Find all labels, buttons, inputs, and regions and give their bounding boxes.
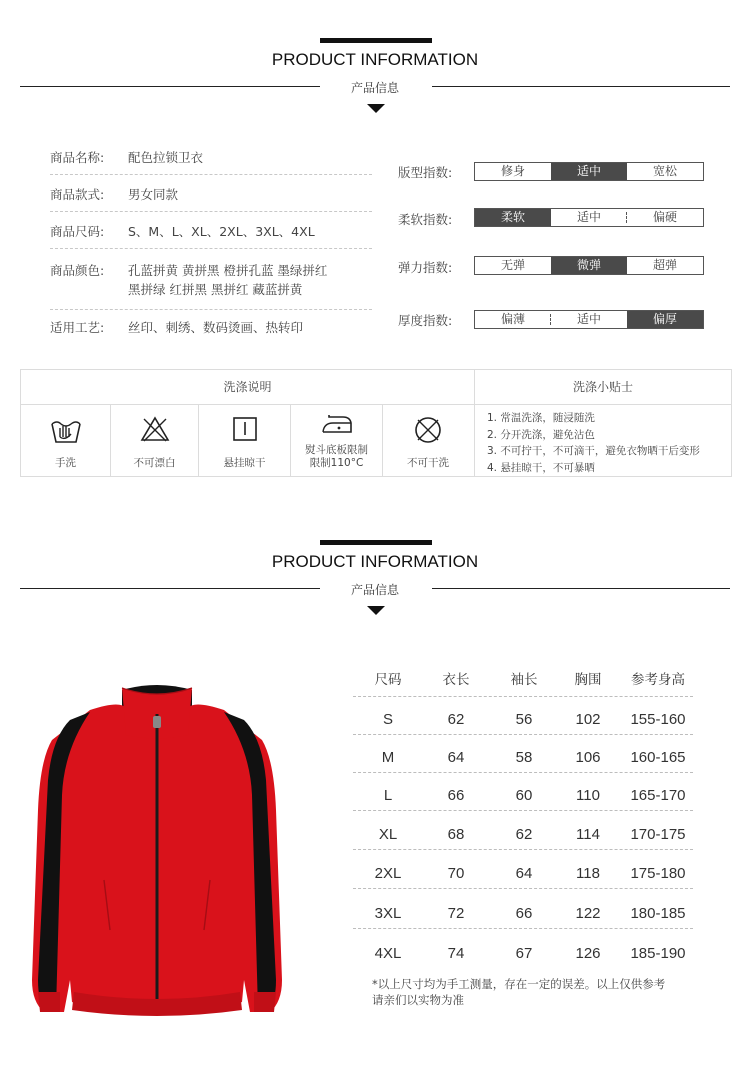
jacket-image bbox=[30, 680, 300, 1020]
height-cell: 180-185 bbox=[630, 905, 686, 922]
info-row-colors bbox=[50, 261, 372, 310]
info-label: 商品名称: bbox=[50, 150, 105, 165]
note-line-2: 请亲们以实物为准 bbox=[372, 993, 464, 1007]
height-cell: 165-170 bbox=[630, 787, 686, 804]
tip-item: 4. 悬挂晾干，不可暴晒 bbox=[487, 461, 595, 474]
size-row bbox=[353, 697, 693, 735]
section-title: PRODUCT INFORMATION bbox=[271, 50, 479, 69]
info-value: 丝印、刺绣、数码烫画、热转印 bbox=[128, 320, 304, 335]
washing-tips bbox=[487, 410, 700, 476]
info-label: 商品颜色: bbox=[50, 263, 105, 278]
index-option: 修身 bbox=[500, 164, 525, 178]
header-bar bbox=[320, 540, 432, 545]
wash-caption-line2: 限制110°C bbox=[309, 457, 364, 469]
height-cell: 175-180 bbox=[630, 865, 686, 882]
chest-cell: 126 bbox=[575, 945, 601, 962]
measurement-note bbox=[372, 976, 712, 1008]
chest-cell: 122 bbox=[575, 905, 601, 922]
section-header-1 bbox=[0, 38, 750, 128]
sleeve-cell: 67 bbox=[515, 945, 533, 962]
index-option-selected: 偏厚 bbox=[627, 311, 703, 328]
size-cell: 2XL bbox=[374, 865, 402, 882]
size-col-header: 尺码 bbox=[374, 672, 402, 688]
fit-index-bar bbox=[474, 162, 704, 181]
color-line-1: 孔蓝拼黄 黄拼黑 橙拼孔蓝 墨绿拼红 bbox=[128, 263, 328, 278]
sleeve-cell: 64 bbox=[515, 865, 533, 882]
index-option: 超弹 bbox=[652, 258, 677, 272]
washing-header: 洗涤说明 bbox=[21, 370, 475, 405]
section-title: PRODUCT INFORMATION bbox=[271, 552, 479, 571]
index-option-selected: 柔软 bbox=[475, 209, 551, 226]
length-col-header: 衣长 bbox=[442, 672, 470, 688]
length-cell: 64 bbox=[447, 749, 465, 766]
chest-cell: 114 bbox=[576, 826, 600, 843]
section-header-2 bbox=[0, 540, 750, 630]
index-option: 适中 bbox=[551, 209, 627, 226]
elasticity-index-label: 弹力指数: bbox=[398, 260, 453, 275]
section-subtitle: 产品信息 bbox=[350, 81, 399, 95]
length-cell: 62 bbox=[447, 711, 465, 728]
wash-symbol-dryclean bbox=[383, 405, 473, 476]
tip-item: 2. 分开洗涤，避免沾色 bbox=[487, 428, 595, 441]
length-cell: 70 bbox=[447, 865, 465, 882]
sleeve-cell: 60 bbox=[515, 787, 533, 804]
index-option: 偏薄 bbox=[475, 311, 551, 328]
chest-cell: 102 bbox=[575, 711, 601, 728]
tip-item: 1. 常温洗涤，随浸随洗 bbox=[487, 412, 595, 424]
washing-icons bbox=[21, 405, 475, 476]
chest-cell: 118 bbox=[576, 865, 600, 882]
section-subtitle: 产品信息 bbox=[350, 583, 399, 597]
wash-symbol-bleach bbox=[111, 405, 199, 476]
wash-symbol-hand bbox=[21, 405, 111, 476]
softness-index-label: 柔软指数: bbox=[398, 212, 453, 227]
sleeve-col-header: 袖长 bbox=[510, 672, 538, 688]
iron-icon bbox=[319, 413, 355, 435]
index-option-selected: 适中 bbox=[551, 163, 627, 180]
washing-table bbox=[20, 369, 732, 477]
color-line-2: 黑拼绿 红拼黑 黑拼红 藏蓝拼黄 bbox=[128, 282, 303, 297]
index-option: 宽松 bbox=[652, 164, 677, 178]
size-cell: 3XL bbox=[374, 905, 402, 922]
size-row bbox=[353, 735, 693, 773]
size-row bbox=[353, 891, 693, 929]
wash-symbol-iron bbox=[291, 405, 383, 476]
size-cell: XL bbox=[378, 826, 398, 843]
height-cell: 170-175 bbox=[630, 826, 686, 843]
down-triangle-icon bbox=[367, 104, 385, 113]
size-row bbox=[353, 931, 693, 969]
info-label: 商品款式: bbox=[50, 187, 105, 202]
sleeve-cell: 62 bbox=[515, 826, 533, 843]
no-dry-clean-icon bbox=[413, 415, 443, 445]
index-option-selected: 微弹 bbox=[551, 257, 627, 274]
wash-caption: 不可漂白 bbox=[133, 457, 176, 469]
length-cell: 66 bbox=[447, 787, 465, 804]
thickness-index-bar bbox=[474, 310, 704, 329]
height-cell: 155-160 bbox=[630, 711, 686, 728]
no-bleach-icon bbox=[140, 415, 170, 443]
header-bar bbox=[320, 38, 432, 43]
info-value: S、M、L、XL、2XL、3XL、4XL bbox=[128, 224, 315, 239]
softness-index-bar bbox=[474, 208, 704, 227]
info-value: 配色拉锁卫衣 bbox=[128, 150, 204, 165]
chest-cell: 106 bbox=[575, 749, 601, 766]
height-cell: 160-165 bbox=[630, 749, 686, 766]
index-option: 适中 bbox=[576, 312, 601, 326]
tip-item: 3. 不可拧干，不可滴干，避免衣物晒干后变形 bbox=[487, 445, 700, 457]
note-line-1: *以上尺寸均为手工测量，存在一定的误差。以上仅供参考 bbox=[372, 977, 666, 991]
info-value bbox=[128, 261, 372, 309]
down-triangle-icon bbox=[367, 606, 385, 615]
height-col-header: 参考身高 bbox=[631, 672, 685, 688]
info-value: 男女同款 bbox=[128, 187, 179, 202]
length-cell: 68 bbox=[447, 826, 465, 843]
hang-dry-icon bbox=[231, 415, 259, 443]
wash-caption: 不可干洗 bbox=[407, 457, 449, 469]
wash-symbol-hang bbox=[199, 405, 291, 476]
wash-caption: 悬挂晾干 bbox=[223, 457, 266, 469]
size-cell: 4XL bbox=[374, 945, 402, 962]
info-row-craft bbox=[50, 318, 372, 342]
sleeve-cell: 66 bbox=[515, 905, 533, 922]
size-row bbox=[353, 851, 693, 889]
length-cell: 74 bbox=[447, 945, 465, 962]
height-cell: 185-190 bbox=[630, 945, 686, 962]
size-cell: L bbox=[383, 787, 393, 804]
elasticity-index-bar bbox=[474, 256, 704, 275]
info-row-name bbox=[50, 148, 372, 175]
size-cell: M bbox=[381, 749, 395, 766]
length-cell: 72 bbox=[447, 905, 465, 922]
info-label: 适用工艺: bbox=[50, 320, 105, 335]
size-cell: S bbox=[382, 711, 393, 728]
wash-caption-line1: 熨斗底板限制 bbox=[305, 444, 368, 456]
wash-caption bbox=[291, 444, 382, 470]
fit-index-label: 版型指数: bbox=[398, 165, 453, 180]
sleeve-cell: 56 bbox=[515, 711, 533, 728]
thickness-index-label: 厚度指数: bbox=[398, 313, 453, 328]
index-option: 无弹 bbox=[500, 258, 525, 272]
index-option: 偏硬 bbox=[652, 210, 677, 224]
hand-wash-icon bbox=[49, 415, 83, 445]
info-row-style bbox=[50, 185, 372, 212]
washing-tips-header: 洗涤小贴士 bbox=[475, 370, 731, 405]
sleeve-cell: 58 bbox=[515, 749, 533, 766]
info-label: 商品尺码: bbox=[50, 224, 105, 239]
wash-caption: 手洗 bbox=[55, 457, 76, 469]
size-row bbox=[353, 773, 693, 811]
chest-cell: 110 bbox=[576, 787, 600, 804]
size-row bbox=[353, 812, 693, 850]
info-row-sizes bbox=[50, 222, 372, 249]
chest-col-header: 胸围 bbox=[574, 672, 602, 688]
